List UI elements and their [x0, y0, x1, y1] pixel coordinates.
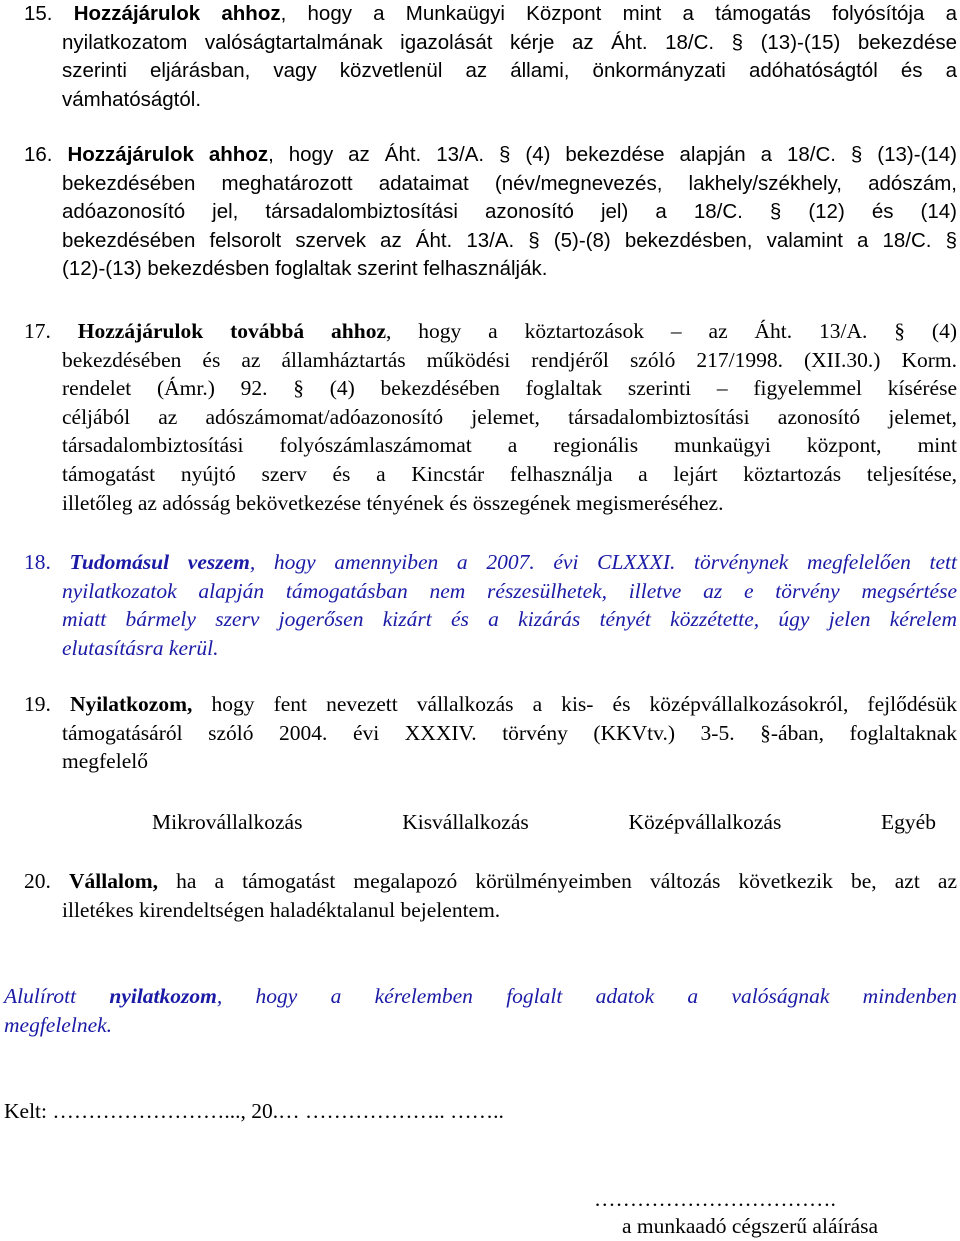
date-line[interactable]: Kelt: ……………………..., 20.… ……………….. ……..	[4, 1099, 504, 1123]
item-20-line-2: illetékes kirendeltségen haladéktalanul bejelentem.	[62, 897, 501, 922]
item-16-line-3: adóazonosító jel, társadalombiztosítási azonosító jel) a 18/C. § (12) és (14)	[62, 200, 957, 224]
item-15-line-2: nyilatkozatom valóságtartalmának igazolását kérje az Áht. 18/C. § (13)-(15) bekezdése	[62, 30, 957, 54]
item-15	[24, 0, 957, 29]
item-number: 20.	[24, 869, 51, 893]
declaration-line-1: Alulírott nyilatkozom, hogy a kérelemben foglalt adatok a valóságnak mindenben	[4, 984, 957, 1008]
item-17	[24, 317, 957, 346]
item-number: 18.	[24, 550, 51, 574]
signature-label: a munkaadó cégszerű aláírása	[622, 1214, 879, 1238]
option-micro[interactable]: Mikrovállalkozás	[152, 810, 303, 834]
item-20-lead: Vállalom,	[69, 869, 158, 893]
item-15-lead: Hozzájárulok ahhoz	[73, 2, 281, 25]
item-18-line-2: nyilatkozatok alapján támogatásban nem részesülhetek, illetve az e törvény megsértése	[62, 578, 957, 603]
item-17-line-3: rendelet (Ámr.) 92. § (4) bekezdésében foglaltak szerinti – figyelemmel kísérése	[62, 376, 957, 401]
declaration-bold: nyilatkozom	[109, 984, 217, 1008]
item-15-line-3: szerinti eljárásban, vagy közvetlenül az állami, önkormányzati adóhatóságtól és a	[62, 59, 957, 83]
item-19-line-3: megfelelő	[62, 749, 148, 774]
item-18-body	[62, 577, 957, 663]
item-number: 19.	[24, 692, 51, 716]
item-18-lead: Tudomásul veszem	[69, 550, 250, 574]
item-number: 16.	[24, 143, 53, 166]
item-18-line-4: elutasításra kerül.	[62, 635, 219, 660]
item-19	[24, 690, 957, 719]
company-type-options	[152, 810, 936, 839]
item-number: 15.	[24, 2, 53, 25]
item-20-line-1: 20. Vállalom, ha a támogatást megalapozó körülményeimben változás következik be, azt az	[24, 869, 958, 893]
item-17-line-7: illetőleg az adósság bekövetkezése tényének és összegének megismeréséhez.	[62, 490, 724, 515]
item-15-body	[62, 29, 957, 115]
option-small[interactable]: Kisvállalkozás	[402, 810, 529, 834]
item-18-line-3: miatt bármely szerv jogerősen kizárt és a kizárás tényét közzétette, úgy jelen kérelem	[62, 607, 957, 632]
declaration	[4, 982, 957, 1039]
signature-dots[interactable]: …………………………….	[594, 1187, 836, 1211]
item-19-line-2: támogatásáról szóló 2004. évi XXXIV. törvény (KKVtv.) 3-5. §-ában, foglaltaknak	[62, 720, 957, 745]
item-17-line-6: támogatást nyújtó szerv és a Kincstár felhasználja a lejárt köztartozás teljesítése,	[62, 461, 957, 486]
item-17-line-4: céljából az adószámomat/adóazonosító jelemet, társadalombiztosítási azonosító jelemet,	[62, 404, 957, 429]
item-16-line-4: bekezdésében felsorolt szervek az Áht. 13/A. § (5)-(8) bekezdésben, valamint a 18/C. §	[62, 228, 957, 252]
item-17-line-2: bekezdésében és az államháztartás működési rendjéről szóló 217/1998. (XII.30.) Korm.	[62, 347, 957, 372]
option-medium[interactable]: Középvállalkozás	[628, 810, 782, 834]
item-16	[24, 141, 957, 170]
item-19-line-1: 19. Nyilatkozom, hogy fent nevezett vállalkozás a kis- és középvállalkozásokról, fejlődésük	[24, 692, 957, 716]
item-19-lead: Nyilatkozom,	[69, 692, 193, 716]
item-17-line-5: társadalombiztosítási folyószámlaszámomat a regionális munkaügyi központ, mint	[62, 433, 957, 458]
item-15-line-1: 15. Hozzájárulok ahhoz, hogy a Munkaügyi Központ mint a támogatás folyósítója a	[24, 0, 957, 29]
item-16-line-5: (12)-(13) bekezdésben foglaltak szerint felhasználják.	[62, 257, 548, 281]
item-15-line-4: vámhatóságtól.	[62, 87, 202, 111]
item-16-line-1: 16. Hozzájárulok ahhoz, hogy az Áht. 13/A. § (4) bekezdése alapján a 18/C. § (13)-(14)	[24, 143, 957, 166]
item-20	[24, 867, 957, 896]
item-16-lead: Hozzájárulok ahhoz	[67, 143, 269, 166]
option-other[interactable]: Egyéb	[881, 810, 936, 834]
item-19-body	[62, 719, 957, 776]
declaration-line-2: megfelelnek.	[4, 1012, 113, 1037]
item-18-line-1: 18. Tudomásul veszem, hogy amennyiben a 2007. évi CLXXXI. törvénynek megfelelően tett	[24, 550, 957, 574]
item-17-line-1: 17. Hozzájárulok továbbá ahhoz, hogy a köztartozások – az Áht. 13/A. § (4)	[24, 319, 958, 343]
item-16-body	[62, 170, 957, 284]
item-17-body	[62, 346, 957, 518]
item-16-line-2: bekezdésében meghatározott adataimat (név/megnevezés, lakhely/székhely, adószám,	[62, 171, 957, 195]
item-number: 17.	[24, 319, 51, 343]
item-17-lead: Hozzájárulok továbbá ahhoz	[77, 319, 386, 343]
item-20-body	[62, 896, 957, 925]
item-18	[24, 548, 957, 577]
